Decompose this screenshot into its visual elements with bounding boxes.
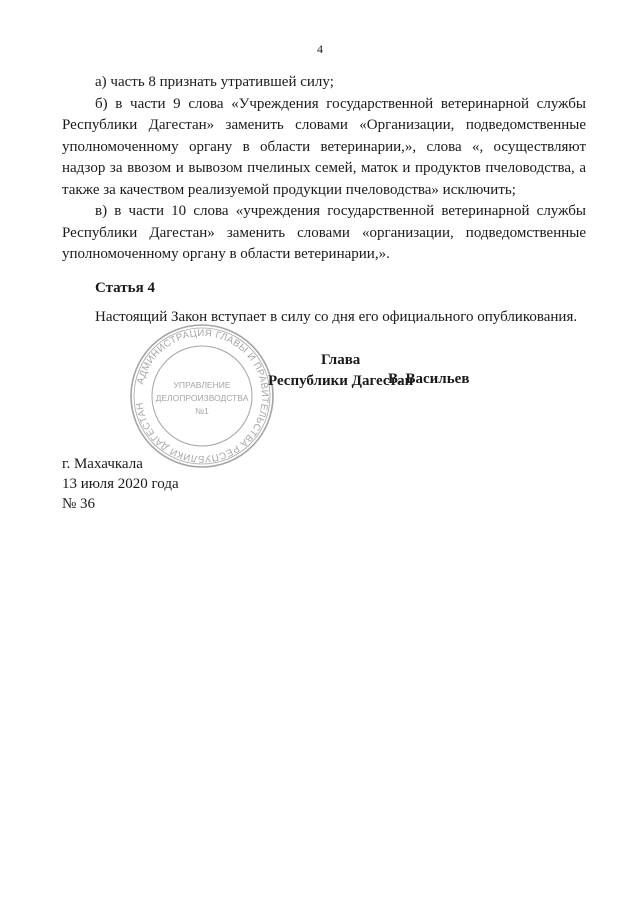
page-number: 4: [317, 42, 323, 56]
paragraph-b: б) в части 9 слова «Учреждения государственной ветеринарной службы Республики Дагестан» заменить словами «Организации, подведомственные уполномоченному органу в области ветеринарии,», слова «, осуществляют надзор за ввозом и вывозом пчелиных семей, маток и продуктов пчеловодства, а также за качеством реализуемой продукции пчеловодства» исключить;: [62, 95, 586, 198]
footer-city: г. Махачкала: [62, 456, 143, 472]
stamp-line-3: №1: [195, 406, 209, 416]
document-body: [62, 72, 586, 329]
stamp-outer-text: АДМИНИСТРАЦИЯ ГЛАВЫ И ПРАВИТЕЛЬСТВА РЕСПУБЛИКИ ДАГЕСТАН: [134, 327, 271, 465]
signature-title-line-1: Глава: [320, 352, 361, 368]
paragraph-c: в) в части 10 слова «учреждения государственной ветеринарной службы Республики Дагестан» заменить словами «организации, подведомственные уполномоченному органу в области ветеринарии,».: [62, 203, 586, 262]
article-heading: Статья 4: [95, 279, 155, 296]
paragraph-a: а) часть 8 признать утратившей силу;: [95, 74, 334, 90]
official-seal-stamp: [128, 322, 276, 470]
article-text: Настоящий Закон вступает в силу со дня его официального опубликования.: [95, 309, 578, 325]
stamp-line-2: ДЕЛОПРОИЗВОДСТВА: [155, 393, 249, 403]
signature-title-line-2: Республики Дагестан: [268, 373, 414, 389]
document-footer: [62, 454, 179, 514]
footer-number: № 36: [62, 496, 96, 512]
signatory-name: В. Васильев: [388, 371, 470, 387]
stamp-line-1: УПРАВЛЕНИЕ: [173, 380, 231, 390]
footer-date: 13 июля 2020 года: [62, 476, 179, 492]
